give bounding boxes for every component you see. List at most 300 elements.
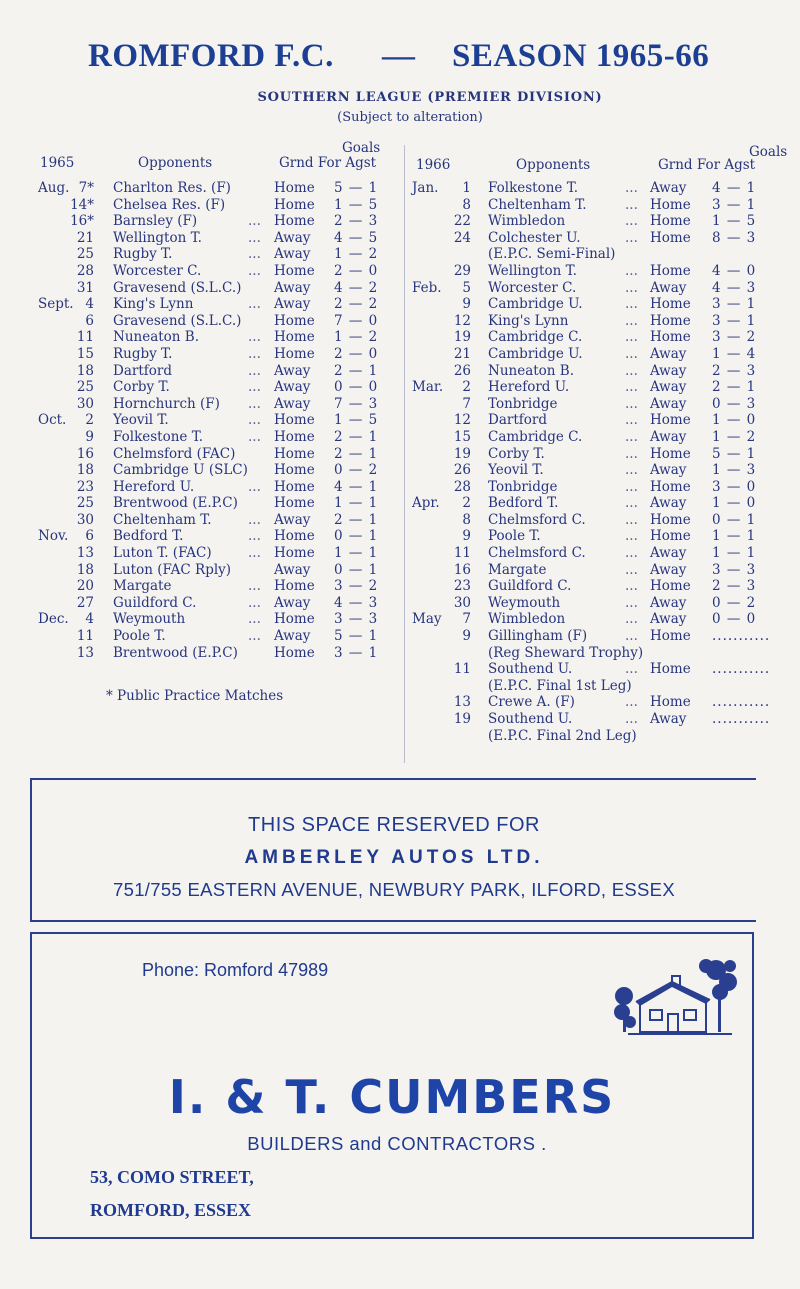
fixture-row xyxy=(412,528,772,545)
fixture-ground: Away xyxy=(650,345,687,362)
fixture-opponent: Brentwood (E.P.C) xyxy=(113,495,238,512)
fixture-leader-dots: ... xyxy=(625,362,638,379)
fixture-day: 12 xyxy=(453,412,471,429)
fixture-month: Nov. xyxy=(38,528,69,545)
fixture-score: 2 — 3 xyxy=(334,213,379,230)
fixture-day: 11 xyxy=(453,661,471,678)
fixture-opponent: Luton T. (FAC) xyxy=(113,545,212,562)
fixture-row xyxy=(38,628,398,645)
title-dash: — xyxy=(382,38,416,74)
fixture-row xyxy=(412,363,772,380)
fixture-opponent: Cheltenham T. xyxy=(488,196,587,213)
fixture-row xyxy=(412,446,772,463)
fixture-leader-dots: ... xyxy=(625,213,638,230)
fixture-day: 20 xyxy=(76,578,94,595)
fixture-score: 4 — 5 xyxy=(334,229,379,246)
fixture-leader-dots: ... xyxy=(625,196,638,213)
fixture-opponent: Brentwood (E.P.C) xyxy=(113,644,238,661)
fixture-day: 8 xyxy=(462,511,471,528)
fixture-score: 0 — 2 xyxy=(712,594,757,611)
fixture-score: 3 — 2 xyxy=(334,578,379,595)
fixture-leader-dots: ... xyxy=(625,279,638,296)
fixture-day: 7 xyxy=(462,611,471,628)
fixture-leader-dots: ... xyxy=(248,428,261,445)
fixture-score: 5 — 1 xyxy=(334,180,379,196)
fixture-ground: Home xyxy=(274,329,315,346)
fixture-opponent: Nuneaton B. xyxy=(488,362,574,379)
fixture-row xyxy=(412,263,772,280)
opponents-label: Opponents xyxy=(516,157,591,173)
fixture-opponent: Tonbridge xyxy=(488,395,558,412)
fixture-leader-dots: ... xyxy=(248,229,261,246)
fixture-score: 7 — 0 xyxy=(334,312,379,329)
fixture-score: 2 — 0 xyxy=(334,262,379,279)
fixture-leader-dots: ... xyxy=(248,329,261,346)
fixture-ground: Away xyxy=(274,279,311,296)
fixture-score: 1 — 5 xyxy=(712,213,757,230)
fixture-row xyxy=(38,296,398,313)
fixture-day: 27 xyxy=(76,594,94,611)
fixture-leader-dots: ... xyxy=(625,462,638,479)
cumbers-ad xyxy=(30,932,754,1239)
fixture-row xyxy=(412,479,772,496)
fixture-ground: Away xyxy=(650,594,687,611)
fixture-score: 1 — 5 xyxy=(334,412,379,429)
fixture-score: 5 — 1 xyxy=(712,445,757,462)
fixture-row xyxy=(412,346,772,363)
fixture-row xyxy=(412,197,772,214)
fixture-month: Dec. xyxy=(38,611,69,628)
fixture-score: 2 — 1 xyxy=(334,428,379,445)
fixture-score: 0 — 1 xyxy=(712,511,757,528)
fixture-ground: Away xyxy=(274,379,311,396)
fixture-row xyxy=(38,346,398,363)
fixture-score: 0 — 3 xyxy=(712,395,757,412)
fixture-opponent: Chelmsford C. xyxy=(488,545,586,562)
league-name: SOUTHERN LEAGUE (PREMIER DIVISION) xyxy=(257,90,603,105)
fixture-leader-dots: ... xyxy=(248,345,261,362)
fixture-row xyxy=(412,628,772,645)
fixture-leader-dots: ... xyxy=(248,611,261,628)
fixture-leader-dots: ... xyxy=(625,379,638,396)
fixture-score: 3 — 2 xyxy=(712,329,757,346)
fixture-day: 11 xyxy=(76,628,94,645)
fixture-opponent: King's Lynn xyxy=(488,312,569,329)
fixture-day: 4 xyxy=(85,296,94,313)
fixture-ground: Away xyxy=(274,395,311,412)
fixture-row xyxy=(412,280,772,297)
fixture-opponent: Rugby T. xyxy=(113,345,173,362)
fixture-leader-dots: ... xyxy=(625,594,638,611)
fixture-opponent: Poole T. xyxy=(488,528,541,545)
fixture-day: 31 xyxy=(76,279,94,296)
fixture-ground: Home xyxy=(650,445,691,462)
fixture-row xyxy=(38,429,398,446)
fixture-opponent: Guildford C. xyxy=(488,578,572,595)
fixture-leader-dots: ... xyxy=(625,511,638,528)
fixture-opponent: Cambridge C. xyxy=(488,428,583,445)
fixture-score: 4 — 1 xyxy=(712,180,757,196)
fixture-leader-dots: ... xyxy=(625,395,638,412)
fixture-row xyxy=(412,711,772,728)
fixture-ground: Away xyxy=(650,545,687,562)
fixture-leader-dots: ... xyxy=(625,495,638,512)
fixture-leader-dots: ... xyxy=(625,694,638,711)
fixture-score: 1 — 1 xyxy=(712,545,757,562)
fixture-row xyxy=(38,396,398,413)
fixture-day: 26 xyxy=(453,462,471,479)
fixture-leader-dots: ... xyxy=(248,528,261,545)
fixture-row xyxy=(38,246,398,263)
fixture-leader-dots: ... xyxy=(625,329,638,346)
fixture-day: 29 xyxy=(453,262,471,279)
fixture-row xyxy=(38,280,398,297)
fixture-ground: Home xyxy=(650,262,691,279)
fixtures-header xyxy=(38,140,398,180)
fixture-list xyxy=(412,180,772,744)
fixture-row xyxy=(38,479,398,496)
fixture-row xyxy=(38,230,398,247)
fixture-score: ........... xyxy=(712,628,771,645)
fixture-score: 3 — 0 xyxy=(712,478,757,495)
fixture-leader-dots: ... xyxy=(625,296,638,313)
fixture-day: 2 xyxy=(462,379,471,396)
fixture-opponent: Barnsley (F) xyxy=(113,213,198,230)
fixture-opponent: (E.P.C. Final 2nd Leg) xyxy=(488,727,637,744)
fixture-opponent: Wimbledon xyxy=(488,611,566,628)
fixture-row xyxy=(412,329,772,346)
fixture-row xyxy=(38,412,398,429)
fixture-ground: Home xyxy=(274,196,315,213)
fixture-score: 3 — 1 xyxy=(712,312,757,329)
season-label: SEASON 1965-66 xyxy=(452,38,710,74)
amberley-autos-ad xyxy=(30,778,756,922)
fixture-opponent: Nuneaton B. xyxy=(113,329,199,346)
fixture-ground: Home xyxy=(650,694,691,711)
fixture-day: 30 xyxy=(76,395,94,412)
fixture-score: ........... xyxy=(712,711,771,727)
fixture-row xyxy=(412,645,772,662)
fixture-ground: Away xyxy=(274,246,311,263)
fixture-row xyxy=(412,429,772,446)
fixture-leader-dots: ... xyxy=(625,345,638,362)
fixture-day: 26 xyxy=(453,362,471,379)
fixture-opponent: King's Lynn xyxy=(113,296,194,313)
fixture-opponent: Gravesend (S.L.C.) xyxy=(113,312,242,329)
fixture-opponent: Hornchurch (F) xyxy=(113,395,220,412)
fixture-score: 3 — 3 xyxy=(712,561,757,578)
fixture-opponent: Southend U. xyxy=(488,711,573,727)
fixture-ground: Home xyxy=(274,312,315,329)
fixture-day: 2 xyxy=(85,412,94,429)
fixture-score: 0 — 2 xyxy=(334,462,379,479)
fixture-row xyxy=(412,296,772,313)
fixture-opponent: Yeovil T. xyxy=(113,412,169,429)
fixture-row xyxy=(38,495,398,512)
fixture-month: Sept. xyxy=(38,296,74,313)
fixture-row xyxy=(412,694,772,711)
fixture-day: 19 xyxy=(453,329,471,346)
fixture-day: 23 xyxy=(453,578,471,595)
fixture-leader-dots: ... xyxy=(625,229,638,246)
fixture-leader-dots: ... xyxy=(248,379,261,396)
fixture-opponent: Dartford xyxy=(488,412,547,429)
fixture-day: 13 xyxy=(76,644,94,661)
fixture-row xyxy=(412,230,772,247)
fixture-day: 7 xyxy=(462,395,471,412)
fixture-ground: Home xyxy=(274,644,315,661)
fixture-day: 23 xyxy=(76,478,94,495)
fixture-opponent: Worcester C. xyxy=(488,279,577,296)
fixture-day: 22 xyxy=(453,213,471,230)
fixture-score: 2 — 0 xyxy=(334,345,379,362)
fixture-row xyxy=(412,213,772,230)
fixture-score: 4 — 0 xyxy=(712,262,757,279)
fixture-day: 7* xyxy=(78,180,94,196)
fixture-leader-dots: ... xyxy=(625,478,638,495)
fixture-month: May xyxy=(412,611,442,628)
fixture-score: 3 — 1 xyxy=(712,296,757,313)
fixture-row xyxy=(38,313,398,330)
fixture-ground: Home xyxy=(274,345,315,362)
fixture-score: 7 — 3 xyxy=(334,395,379,412)
fixture-ground: Home xyxy=(650,229,691,246)
fixture-ground: Away xyxy=(274,511,311,528)
fixture-day: 9 xyxy=(462,528,471,545)
fixture-day: 28 xyxy=(453,478,471,495)
fixture-ground: Home xyxy=(650,196,691,213)
fixture-row xyxy=(38,545,398,562)
fixture-month: Feb. xyxy=(412,279,442,296)
fixture-ground: Away xyxy=(650,495,687,512)
fixture-ground: Home xyxy=(274,213,315,230)
fixture-opponent: Wimbledon xyxy=(488,213,566,230)
fixture-score: 4 — 3 xyxy=(712,279,757,296)
fixture-ground: Away xyxy=(650,561,687,578)
fixture-opponent: Folkestone T. xyxy=(488,180,579,196)
fixture-leader-dots: ... xyxy=(248,296,261,313)
fixture-row xyxy=(412,595,772,612)
fixture-score: 2 — 1 xyxy=(712,379,757,396)
fixture-row xyxy=(38,578,398,595)
fixture-day: 25 xyxy=(76,379,94,396)
fixture-day: 18 xyxy=(76,462,94,479)
fixture-day: 18 xyxy=(76,362,94,379)
fixtures-1965 xyxy=(38,140,398,661)
fixture-day: 15 xyxy=(76,345,94,362)
subject-note: (Subject to alteration) xyxy=(337,110,483,125)
fixture-day: 13 xyxy=(453,694,471,711)
fixture-opponent: Bedford T. xyxy=(113,528,184,545)
fixture-opponent: Folkestone T. xyxy=(113,428,204,445)
fixture-score: 0 — 1 xyxy=(334,528,379,545)
fixture-score: 1 — 5 xyxy=(334,196,379,213)
ad-trade: BUILDERS and CONTRACTORS . xyxy=(247,1133,547,1154)
fixture-row xyxy=(38,645,398,662)
fixture-row xyxy=(38,446,398,463)
fixture-leader-dots: ... xyxy=(248,578,261,595)
fixture-day: 11 xyxy=(76,329,94,346)
fixture-opponent: Chelmsford C. xyxy=(488,511,586,528)
fixture-ground: Home xyxy=(650,296,691,313)
fixture-opponent: Cheltenham T. xyxy=(113,511,212,528)
practice-note: * Public Practice Matches xyxy=(106,688,284,704)
fixture-day: 24 xyxy=(453,229,471,246)
fixture-score: 0 — 0 xyxy=(712,611,757,628)
fixture-score: 1 — 2 xyxy=(334,246,379,263)
fixture-score: 3 — 1 xyxy=(334,644,379,661)
fixture-opponent: (E.P.C. Semi-Final) xyxy=(488,246,616,263)
fixture-row xyxy=(38,263,398,280)
fixture-leader-dots: ... xyxy=(248,213,261,230)
fixture-score: 2 — 1 xyxy=(334,445,379,462)
fixture-score: ........... xyxy=(712,694,771,711)
fixture-score: 1 — 4 xyxy=(712,345,757,362)
fixture-list xyxy=(38,180,398,661)
fixture-score: 3 — 1 xyxy=(712,196,757,213)
ad-company-name: I. & T. CUMBERS xyxy=(168,1070,616,1124)
fixture-row xyxy=(412,728,772,745)
fixture-ground: Away xyxy=(274,296,311,313)
fixture-day: 16* xyxy=(70,213,94,230)
ad-company-name: AMBERLEY AUTOS LTD. xyxy=(244,847,544,868)
fixture-ground: Home xyxy=(650,628,691,645)
fixture-row xyxy=(412,313,772,330)
fixture-score: 1 — 1 xyxy=(334,495,379,512)
fixture-ground: Home xyxy=(650,329,691,346)
fixture-opponent: Poole T. xyxy=(113,628,166,645)
ad-address: 751/755 EASTERN AVENUE, NEWBURY PARK, ILFORD, ESSEX xyxy=(113,879,675,900)
fixture-score: 1 — 3 xyxy=(712,462,757,479)
fixture-leader-dots: ... xyxy=(248,262,261,279)
fixture-leader-dots: ... xyxy=(625,180,638,196)
fixture-leader-dots: ... xyxy=(248,362,261,379)
fixture-score: 1 — 0 xyxy=(712,495,757,512)
fixture-row xyxy=(38,213,398,230)
fixture-opponent: Chelsea Res. (F) xyxy=(113,196,226,213)
fixture-leader-dots: ... xyxy=(625,428,638,445)
fixture-score: ........... xyxy=(712,661,771,678)
fixture-ground: Home xyxy=(274,445,315,462)
fixture-day: 4 xyxy=(85,611,94,628)
fixture-ground: Away xyxy=(650,279,687,296)
fixture-ground: Home xyxy=(274,478,315,495)
fixture-ground: Away xyxy=(650,395,687,412)
fixture-ground: Away xyxy=(274,362,311,379)
fixture-leader-dots: ... xyxy=(248,395,261,412)
fixture-day: 6 xyxy=(85,312,94,329)
fixture-ground: Home xyxy=(274,545,315,562)
fixture-opponent: Dartford xyxy=(113,362,172,379)
fixture-opponent: Weymouth xyxy=(113,611,186,628)
fixture-leader-dots: ... xyxy=(248,628,261,645)
fixture-score: 2 — 3 xyxy=(712,578,757,595)
fixture-month: Mar. xyxy=(412,379,444,396)
fixture-day: 19 xyxy=(453,445,471,462)
fixture-score: 2 — 1 xyxy=(334,362,379,379)
fixture-day: 9 xyxy=(462,296,471,313)
fixture-day: 11 xyxy=(453,545,471,562)
fixture-opponent: Southend U. xyxy=(488,661,573,678)
fixture-row xyxy=(412,578,772,595)
fixture-leader-dots: ... xyxy=(625,711,638,727)
fixture-opponent: Corby T. xyxy=(488,445,545,462)
fixture-row xyxy=(412,412,772,429)
fixture-score: 1 — 1 xyxy=(334,545,379,562)
fixture-leader-dots: ... xyxy=(625,561,638,578)
fixture-month: Aug. xyxy=(38,180,70,196)
fixture-ground: Home xyxy=(274,495,315,512)
fixture-score: 1 — 1 xyxy=(712,528,757,545)
fixture-row xyxy=(412,246,772,263)
fixture-month: Jan. xyxy=(412,180,439,196)
fixture-leader-dots: ... xyxy=(625,578,638,595)
fixture-row xyxy=(412,611,772,628)
fixture-opponent: Margate xyxy=(113,578,172,595)
fixture-row xyxy=(38,329,398,346)
fixture-leader-dots: ... xyxy=(248,545,261,562)
fixture-day: 21 xyxy=(453,345,471,362)
fixture-leader-dots: ... xyxy=(625,412,638,429)
fixture-day: 6 xyxy=(85,528,94,545)
ground-goals-label: Grnd For Agst xyxy=(658,157,756,173)
fixture-score: 0 — 1 xyxy=(334,561,379,578)
fixture-leader-dots: ... xyxy=(625,262,638,279)
house-illustration-icon xyxy=(614,956,738,1038)
fixture-score: 8 — 3 xyxy=(712,229,757,246)
fixture-ground: Home xyxy=(650,511,691,528)
fixture-day: 5 xyxy=(462,279,471,296)
ad-address-line-2: ROMFORD, ESSEX xyxy=(90,1200,252,1220)
fixture-opponent: Rugby T. xyxy=(113,246,173,263)
fixture-opponent: Colchester U. xyxy=(488,229,581,246)
fixture-score: 1 — 2 xyxy=(712,428,757,445)
fixture-ground: Home xyxy=(274,180,315,196)
fixture-day: 1 xyxy=(462,180,471,196)
fixture-row xyxy=(412,512,772,529)
fixture-ground: Away xyxy=(274,594,311,611)
fixture-opponent: (Reg Sheward Trophy) xyxy=(488,644,644,661)
fixture-opponent: Worcester C. xyxy=(113,262,202,279)
fixture-score: 0 — 0 xyxy=(334,379,379,396)
fixture-score: 4 — 3 xyxy=(334,594,379,611)
fixture-row xyxy=(412,678,772,695)
fixture-score: 4 — 1 xyxy=(334,478,379,495)
ad-phone: Phone: Romford 47989 xyxy=(142,960,329,980)
fixture-ground: Home xyxy=(274,462,315,479)
ad-address-line-1: 53, COMO STREET, xyxy=(90,1167,254,1187)
opponents-label: Opponents xyxy=(138,155,213,171)
fixture-opponent: (E.P.C. Final 1st Leg) xyxy=(488,677,632,694)
fixture-day: 15 xyxy=(453,428,471,445)
fixture-opponent: Tonbridge xyxy=(488,478,558,495)
fixture-ground: Away xyxy=(650,711,687,727)
fixture-row xyxy=(38,611,398,628)
fixture-day: 9 xyxy=(462,628,471,645)
fixture-opponent: Wellington T. xyxy=(488,262,577,279)
fixture-row xyxy=(38,363,398,380)
goals-label: Goals xyxy=(749,144,788,160)
fixture-row xyxy=(412,545,772,562)
fixture-day: 28 xyxy=(76,262,94,279)
fixture-day: 30 xyxy=(76,511,94,528)
fixture-row xyxy=(38,197,398,214)
fixture-leader-dots: ... xyxy=(625,661,638,678)
fixture-ground: Home xyxy=(650,578,691,595)
fixture-opponent: Cambridge C. xyxy=(488,329,583,346)
fixture-day: 8 xyxy=(462,196,471,213)
fixture-opponent: Weymouth xyxy=(488,594,561,611)
